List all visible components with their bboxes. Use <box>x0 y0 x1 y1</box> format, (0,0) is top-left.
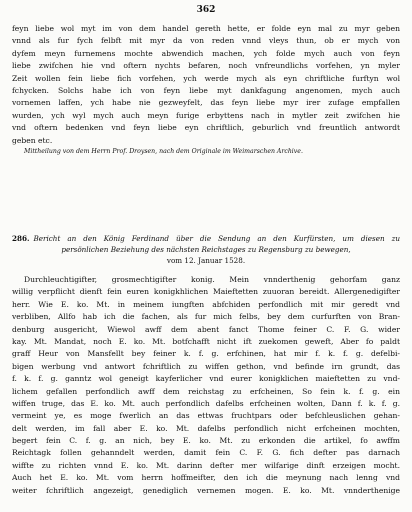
text-line: delt werden, im fall aber E. ko. Mt. dafelbs perfondlich nicht erfcheinen mochten, <box>12 423 400 433</box>
text-line: Auch het E. ko. Mt. vom herrn hoffmeifter, den ich die meynung nach lenng vnd <box>12 473 400 483</box>
text-line: wurden, ych wyl mych auch meyn furige erbyttens nach in mytler zeit zwifchen hie <box>12 110 400 120</box>
text-line: fchycken. Solchs habe ich von feyn liebe myt dankfagung angenomen, mych auch <box>12 85 400 95</box>
text-line: bigen werbung vnd antwort fchriftlich zu wiffen gethon, vnd befinde irn grundt, das <box>12 361 400 371</box>
text-line: vnnd als fur fych felbft mit myr da von reden vnnd vleys thun, ob er mych von <box>12 36 400 46</box>
text-line: Durchleuchtigifter, grosmechtigifter konig. Mein vnnderthenig gehorfam ganz <box>24 275 400 284</box>
top-paragraph <box>12 23 400 157</box>
text-line: liebe zwifchen hie vnd oftern nychts befaren, noch vnfreundlichs vorfehen, yn myler <box>12 61 400 71</box>
text-line: wiffte zu richten vnnd E. ko. Mt. darinn defter mer wilfarige dinft erzeigen mocht. <box>12 460 400 470</box>
document-heading <box>12 233 400 266</box>
heading-line: persönlichen Beziehung des nächsten Reichstages zu Regensburg zu bewegen, <box>61 245 351 254</box>
text-line: graff Heur von Mansfellt bey feiner k. f. g. erfchinen, hat mir f. k. f. g. defelbi- <box>12 349 400 359</box>
text-line: geben etc. <box>12 135 53 145</box>
document-date: vom 12. Januar 1528. <box>166 256 246 265</box>
text-line: willig verpflicht dienft fein euren konigkhlichen Maieftetten zuuoran bereidt. Allergenedigifter <box>12 287 400 297</box>
text-line: wiffen truge, das E. ko. Mt. auch perfondlich dafelbs erfcheinen wolten, Dann f. k. f. g. <box>12 398 400 408</box>
source-note: Mittheilung von dem Herrn Prof. Droysen, nach dem Originale im Weimarschen Archive. <box>24 147 303 155</box>
text-line: kay. Mt. Mandat, noch E. ko. Mt. botfchafft nicht ift zuekomen geweft, Aber fo paldt <box>12 336 400 346</box>
text-line: lichem gefallen perfondlich awff dem reichstag zu erfcheinen, So fein k. f. g. ein <box>12 386 400 396</box>
text-line: feyn liebe wol myt im von dem handel gereth hette, er folde eyn mal zu myr geben <box>12 24 400 33</box>
text-line: herr. Wie E. ko. Mt. in meinem iungften abfchiden perfondlich mit mir geredt vnd <box>12 299 400 309</box>
text-line: dyfem meyn furnemens mochte abwendich machen, ych folde mych auch von feyn <box>12 48 400 58</box>
text-line: verbliben, Allfo hab ich die fachen, als fur mich felbs, bey dem curfurften von Bran- <box>12 312 400 322</box>
text-line: begert fein C. f. g. an nich, bey E. ko. Mt. zu erkonden die artikel, fo awffm <box>12 436 400 446</box>
heading-line <box>12 233 400 244</box>
text-line: vermeint ye, es moge fwerlich an das ettwas fruchtpars oder befchleuslichen gehan- <box>12 411 400 421</box>
text-line: denburg ausgericht, Wiewol awff dem abent fanct Thome feiner C. F. G. wider <box>12 324 400 334</box>
text-line: vornemen laffen, ych habe nie gezweyfelt, das feyn liebe myr irer zufage empfallen <box>12 98 400 108</box>
document-body <box>12 274 400 497</box>
heading-text: Bericht an den König Ferdinand über die Sendung an den Kurfürsten, um diesen zu <box>33 234 400 243</box>
text-line: weiter fchriftlich angezeigt, genediglich vernemen mogen. E. ko. Mt. vnnderthenige <box>12 485 400 495</box>
text-line: f. k. f. g. ganntz wol geneigt kayferlicher vnd eurer konigklichen maieftetten zu vnd- <box>12 374 400 384</box>
text-line: Reichtagk follen gehanndelt werden, damit fein C. F. G. fich defter pas darnach <box>12 448 400 458</box>
document-number: 286. <box>12 234 30 243</box>
text-line: Zeit wollen fein liebe fich vorfehen, ych werde mych als eyn chriftliche furftyn wol <box>12 73 400 83</box>
text-line: vnd oftern bedenken vnd feyn liebe eyn chriftlich, geburlich vnd freuntlich antwordt <box>12 123 400 133</box>
page-number: 362 <box>196 5 216 15</box>
